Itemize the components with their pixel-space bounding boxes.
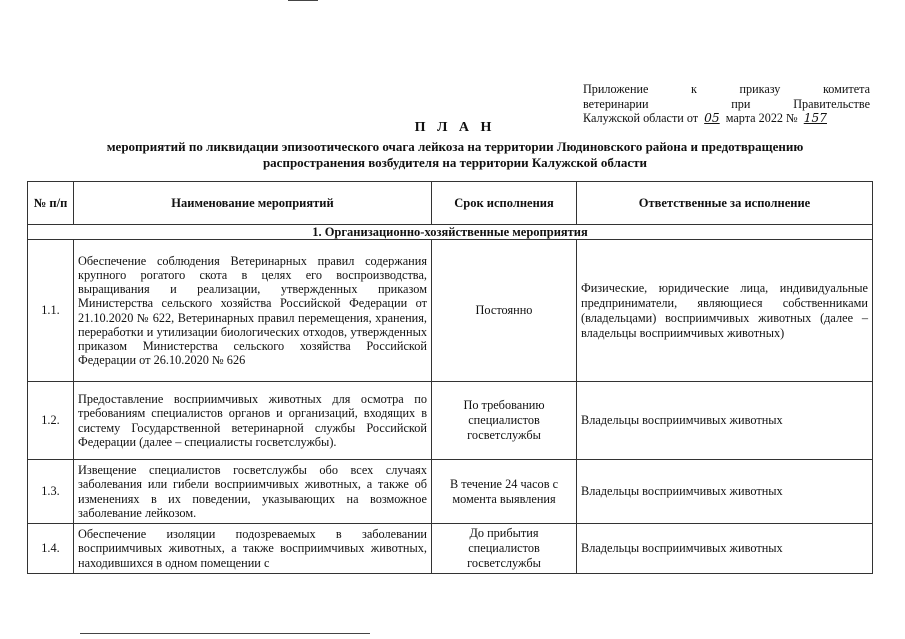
appendix-word: приказу: [739, 82, 781, 96]
appendix-word: Правительстве: [793, 96, 870, 111]
section-row: [28, 225, 873, 240]
header-num: № п/п: [28, 182, 74, 225]
row-deadline: По требованию специалистов госветслужбы: [432, 382, 577, 460]
appendix-date-suffix: марта 2022 №: [725, 111, 798, 125]
appendix-word: Приложение: [583, 82, 649, 96]
row-name: Обеспечение изоляции подозреваемых в заболевании восприимчивых животных, а также восприимчивых животных, находившихся в одном помещении с: [74, 524, 432, 574]
table-row: [28, 382, 873, 460]
appendix-block: [583, 82, 870, 126]
appendix-word: при: [731, 96, 751, 111]
row-responsible: Физические, юридические лица, индивидуальные предприниматели, являющиеся собственниками (владельцами) восприимчивых животных (далее – владельцы восприимчивых животных): [577, 240, 873, 382]
appendix-line-2: [583, 97, 870, 112]
subtitle-line-2: распространения возбудителя на территории Калужской области: [262, 155, 648, 170]
header-responsible: Ответственные за исполнение: [577, 182, 873, 225]
row-name: Обеспечение соблюдения Ветеринарных правил содержания крупного рогатого скота в целях его воспроизводства, выращивания и реализации, утвержденных приказом Министерства сельского хозяйства Российской Федерации от 21.10.2020 № 622, Ветеринарных правил перемещения, хранения, переработки и утилизации биологических отходов, утвержденных приказом Министерства сельского хозяйства Российской Федерации от 26.10.2020 № 626: [74, 240, 432, 382]
row-responsible: Владельцы восприимчивых животных: [577, 524, 873, 574]
scan-mark-bottom: [80, 633, 370, 634]
row-responsible: Владельцы восприимчивых животных: [577, 382, 873, 460]
row-deadline: В течение 24 часов с момента выявления: [432, 460, 577, 524]
scan-mark-top: [288, 0, 318, 1]
header-deadline: Срок исполнения: [432, 182, 577, 225]
row-name: Предоставление восприимчивых животных для осмотра по требованиям специалистов органов и организаций, входящих в систему Государственной ветеринарной службы Российской Федерации (далее – специалисты госветслужбы).: [74, 382, 432, 460]
row-responsible: Владельцы восприимчивых животных: [577, 460, 873, 524]
handwritten-order-number: 157: [803, 111, 827, 125]
appendix-word: к: [690, 82, 697, 96]
row-num: 1.2.: [28, 382, 74, 460]
row-name: Извещение специалистов госветслужбы обо всех случаях заболевания или гибели восприимчивых животных, а также об изменениях в их поведении, указывающих на возможное заболевание лейкозом.: [74, 460, 432, 524]
table-row: [28, 460, 873, 524]
plan-table: [27, 181, 873, 574]
row-num: 1.3.: [28, 460, 74, 524]
row-num: 1.4.: [28, 524, 74, 574]
table-row: [28, 524, 873, 574]
row-num: 1.1.: [28, 240, 74, 382]
document-title: П Л А Н: [414, 120, 496, 135]
appendix-word: ветеринарии: [583, 96, 649, 111]
document-subtitle: [40, 139, 870, 171]
section-title: 1. Организационно-хозяйственные мероприятия: [28, 225, 873, 240]
row-deadline: Постоянно: [432, 240, 577, 382]
row-deadline: До прибытия специалистов госветслужбы: [432, 524, 577, 574]
appendix-word: комитета: [822, 82, 870, 96]
handwritten-day: 05: [704, 111, 720, 125]
subtitle-line-1: мероприятий по ликвидации эпизоотического очага лейкоза на территории Людиновского района и предотвращению: [106, 139, 804, 154]
appendix-line-1: [583, 82, 870, 97]
appendix-date-prefix: Калужской области от: [583, 111, 699, 125]
header-name: Наименование мероприятий: [74, 182, 432, 225]
table-header-row: [28, 182, 873, 225]
table-row: [28, 240, 873, 382]
